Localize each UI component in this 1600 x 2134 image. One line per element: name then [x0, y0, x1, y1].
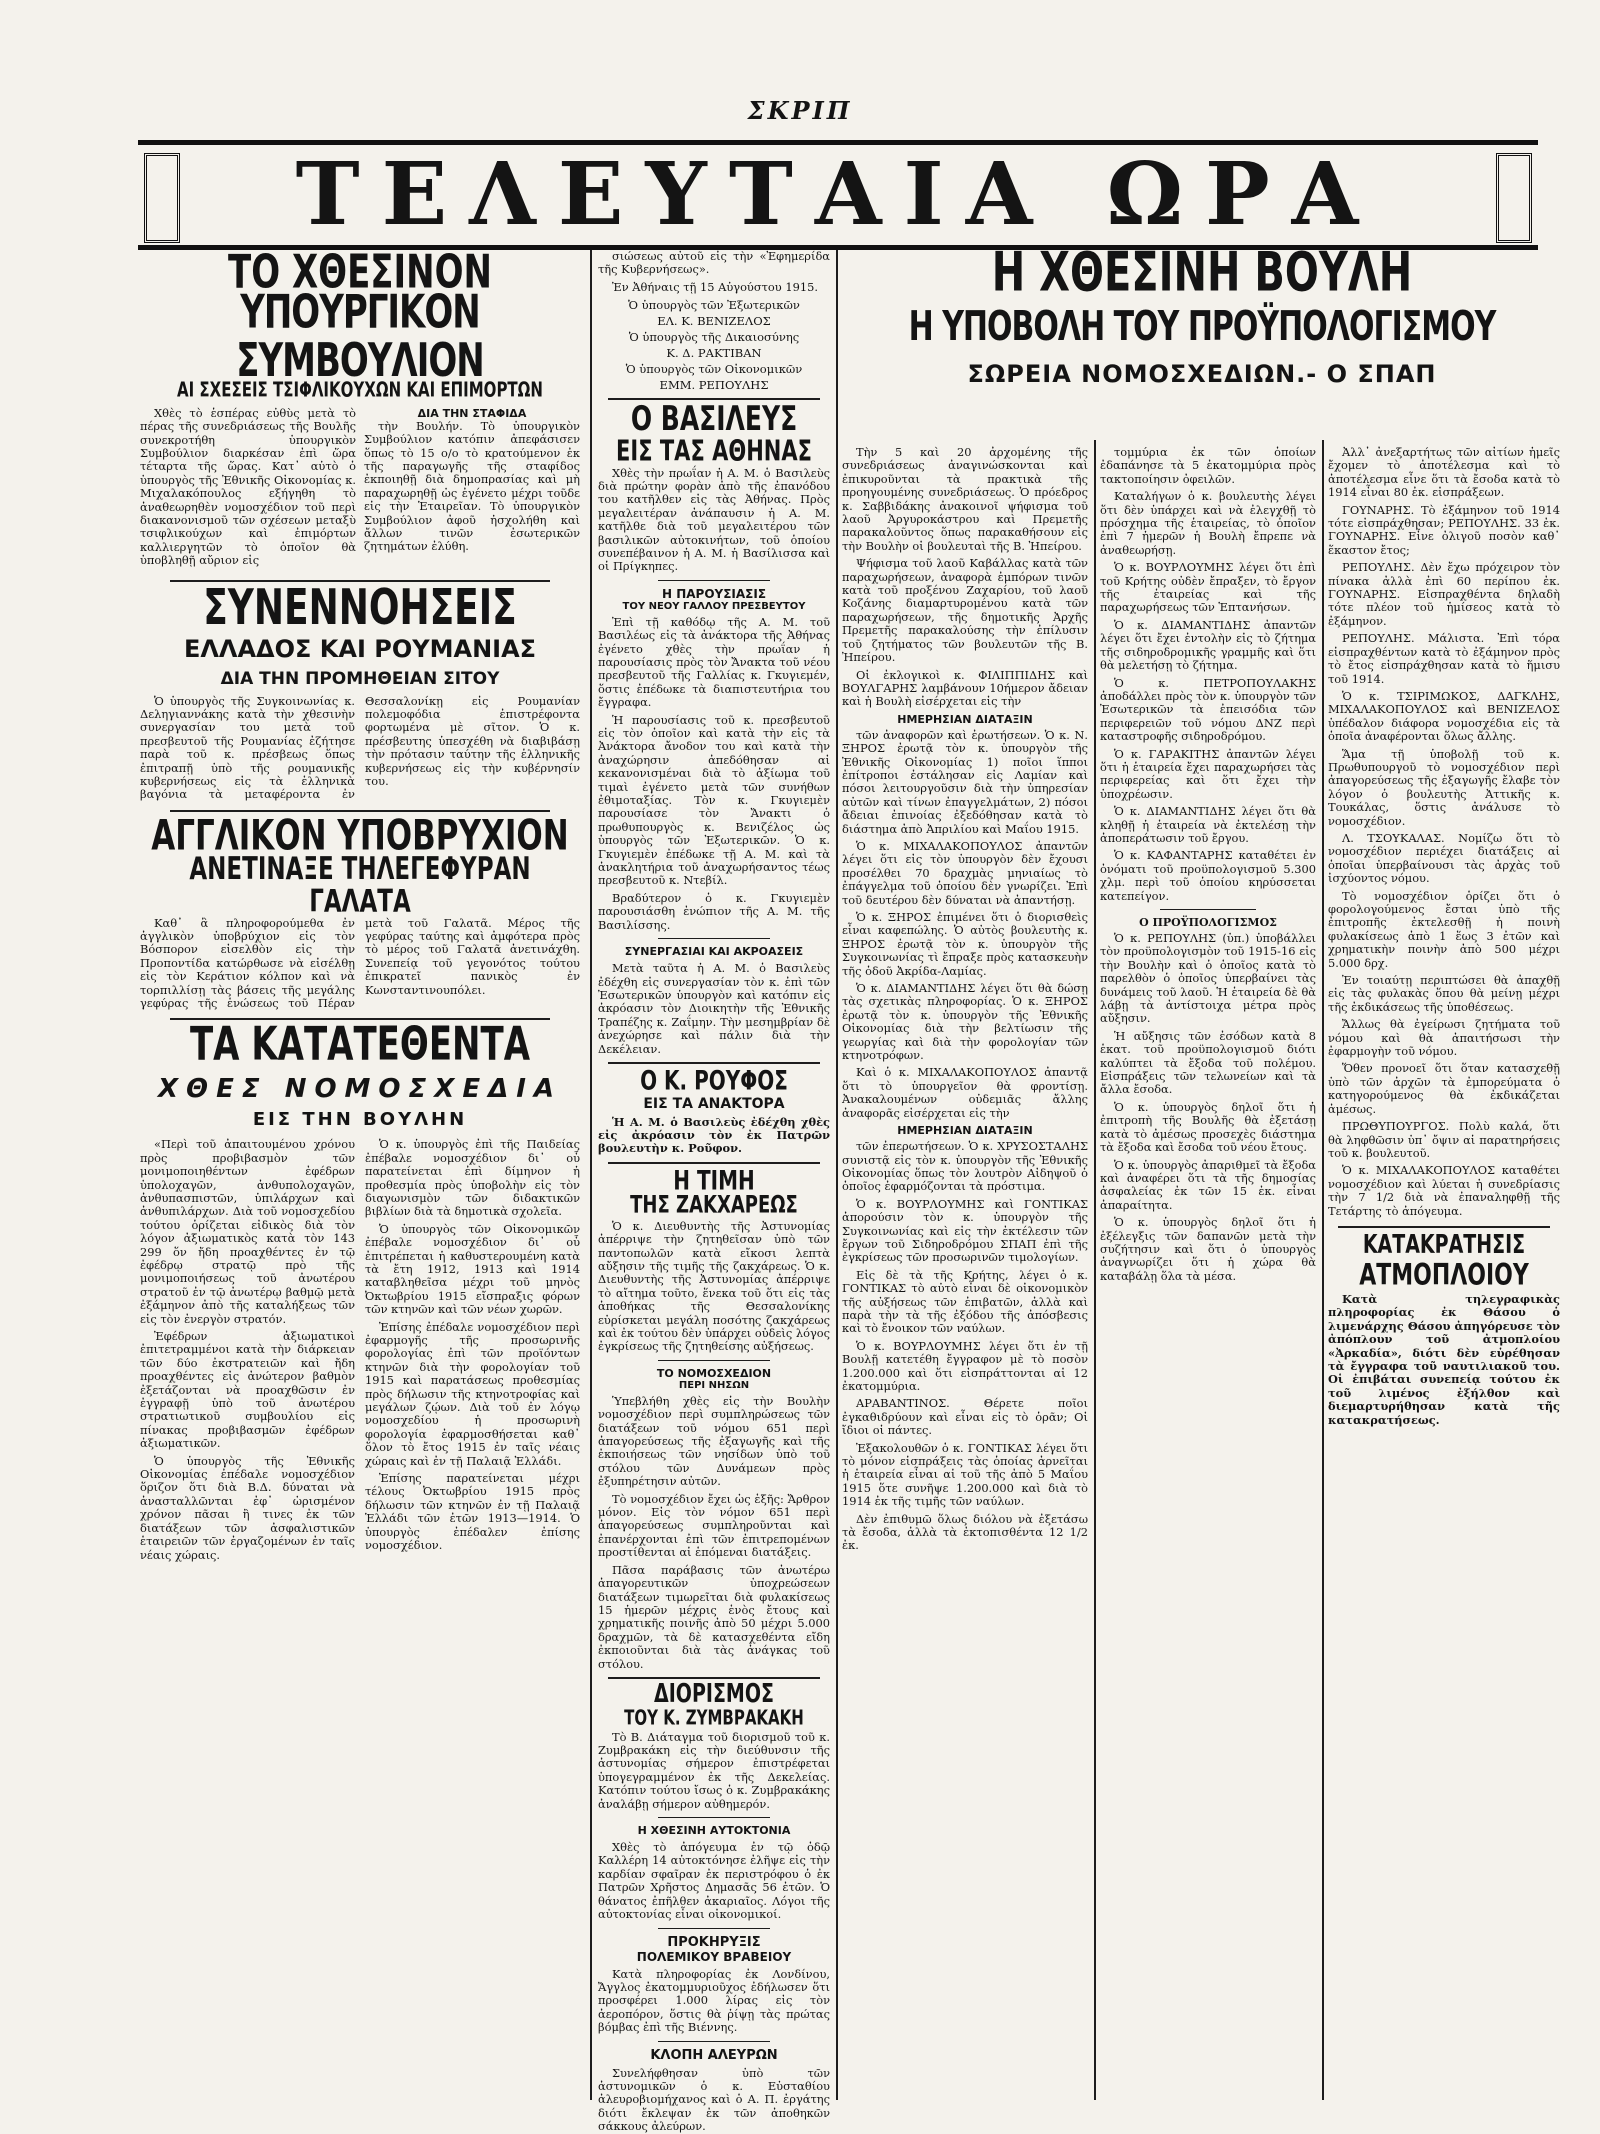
subheadline: ΤΟΥ Κ. ΖΥΜΒΡΑΚΑΚΗ: [624, 1705, 804, 1730]
article-paragraph: Πᾶσα παράβασις τῶν ἀνωτέρω ἀπαγορευτικῶν ὑποχρεώσεων διατάξεων τιμωρεῖται διὰ φυλακίσεως 15 ἡμερῶν μέχρις ἑνὸς ἔτους καὶ χρηματικῆς ποινῆς ἀπὸ 50 μέχρι 5.000 δραχμῶν, τὰ δὲ κατασχεθέντα εἴδη ἐκποιοῦνται διὰ τὰς ἀνάγκας τοῦ στόλου.: [598, 1562, 830, 1671]
headline: ΑΤΜΟΠΛΟΙΟΥ: [1359, 1258, 1529, 1293]
article-paragraph: Ὁ κ. ΜΙΧΑΛΑΚΟΠΟΥΛΟΣ ἀπαντῶν λέγει ὅτι εἰς τὸν ὑπουργὸν δὲν ἔχουσι προσέλθει 70 δραχμὰς μηνιαίως τὸ ἐπάγγελμα τοῦ ὁποίου δὲν γνωρίζει. Ἐπὶ τοῦ δευτέρου δὲν δύναται νὰ ἀπαντήσῃ.: [842, 838, 1088, 907]
signature-title: Ὁ ὑπουργὸς τῆς Δικαιοσύνης: [628, 330, 800, 345]
article-paragraph: Τὸ Β. Διάταγμα τοῦ διορισμοῦ τοῦ κ. Ζυμβρακάκη εἰς τὴν διεύθυνσιν τῆς ἀστυνομίας σήμερον ἐπιστρέφεται ὑπογεγραμμένον ἐκ τῆς Δεκελείας. Κατόπιν τούτου ἴσως ὁ κ. Ζυμβρακάκης ἀναλάβῃ σήμερον αὐθημερόν.: [598, 1729, 830, 1811]
banner-title: ΤΕΛΕΥΤΑΙΑ ΩΡΑ: [295, 144, 1381, 245]
headline: ΤΑ ΚΑΤΑΤΕΘΕΝΤΑ: [189, 1018, 531, 1073]
column-rule: [836, 250, 838, 2100]
article-paragraph: ΡΕΠΟΥΛΗΣ. Μάλιστα. Ἐπὶ τόρα εἰσπραχθέντων κατὰ τὸ ἐξάμηνον πρὸς τὸ ἔτος εἰσπράχθησαν κατὰ τὸ ἥμισυ τοῦ 1914.: [1328, 631, 1560, 686]
article-paragraph: τομμύρια ἐκ τῶν ὁποίων ἐδαπάνησε τὰ 5 ἐκατομμύρια πρὸς τακτοποίησιν ὀφειλῶν.: [1100, 445, 1316, 486]
article-paragraph: τῶν ἐπερωτήσεων. Ὁ κ. ΧΡΥΣΟΣΤΑΛΗΣ συνιστᾷ εἰς τὸν κ. ὑπουργὸν τῆς Ἐθνικῆς Οἰκονομίας ὅπως τὸν λουτρὸν Αἰδηψοῦ ὁ ὁποῖος ἐφαρμόζονται τὰ πρόστιμα.: [842, 1139, 1088, 1194]
article-paragraph: Ὁ κ. ΔΙΑΜΑΝΤΙΔΗΣ ἀπαντῶν λέγει ὅτι ἔχει ἐντολὴν εἰς τὸ ζήτημα τῆς σιδηροδρομικῆς γραμμῆς καὶ ὅτι θὰ μελετήσῃ τὸ ζήτημα.: [1100, 617, 1316, 673]
divider: [1338, 1226, 1550, 1228]
headline: ΔΙΟΡΙΣΜΟΣ: [654, 1678, 774, 1709]
article-paragraph: Τὸ νομοσχέδιον ἔχει ὡς ἑξῆς: Ἄρθρον μόνον. Εἰς τὸν νόμον 651 περὶ ἀπαγορεύσεως συμπληροῦνται καὶ ἐπανέρχονται ἐπὶ τῶν ἐπιτρεπομένων προστίθενται αἱ ἑπόμεναι διατάξεις.: [598, 1491, 830, 1560]
article-paragraph: Ὁ κ. ΒΟΥΡΛΟΥΜΗΣ καὶ ΓΟΝΤΙΚΑΣ ἀπορούσιν τὸν κ. ὑπουργὸν τῆς Συγκοινωνίας καὶ εἰς τὴν ἐκτέλεσιν τῶν ἔργων τοῦ Σιδηροδρόμου ΣΠΑΠ ἐπὶ τῆς ἐγκρίσεως τῶν προσωρινῶν τιμολογίων.: [842, 1196, 1088, 1265]
section-banner: [138, 140, 1538, 250]
headline: Ο Κ. ΡΟΥΦΟΣ: [640, 1063, 788, 1096]
divider: [658, 938, 770, 939]
article-paragraph: Χθὲς τὴν πρωΐαν ἡ Α. Μ. ὁ Βασιλεὺς διὰ πρώτην φορὰν ἀπὸ τῆς ἐπανόδου του κατῆλθεν εἰς τὰς Ἀθήνας. Πρὸς μεγαλειτέραν ἀνάπαυσιν ἡ Α. Μ. κατῆλθε διὰ τοῦ μεγαλειτέρου τῶν βασιλικῶν αὐτοκινήτων, τοῦ ὁποίου συνεπέβαινον ἡ Α. Μ. ἡ Βασίλισσα καὶ οἱ Πρίγκηπες.: [598, 465, 830, 574]
article-paragraph: ΠΡΩΘΥΠΟΥΡΓΟΣ. Πολὺ καλά, ὅτι θὰ ληφθῶσιν ὑπ᾽ ὄψιν αἱ παρατηρήσεις τοῦ κ. βουλευτοῦ.: [1328, 1119, 1560, 1160]
subheadline: ΑΙ ΣΧΕΣΕΙΣ ΤΣΙΦΛΙΚΟΥΧΩΝ ΚΑΙ ΕΠΙΜΟΡΤΩΝ: [177, 377, 543, 402]
banner-ornament-left: [144, 153, 180, 243]
article-paragraph: ΓΟΥΝΑΡΗΣ. Τὸ ἐξάμηνον τοῦ 1914 τότε εἰσπράχθησαν; ΡΕΠΟΥΛΗΣ. 33 ἐκ. ΓΟΥΝΑΡΗΣ. Εἶνε ὀλιγοῦ ποσὸν καθ᾽ ἕκαστον ἔτος;: [1328, 502, 1560, 557]
divider: [658, 1928, 770, 1929]
signature-title: Ὁ ὑπουργὸς τῶν Ἐξωτερικῶν: [628, 298, 800, 313]
article-paragraph: Καταλήγων ὁ κ. βουλευτὴς λέγει ὅτι δὲν ὑπάρχει καὶ νὰ ἐλεγχθῇ τὸ πρόσχημα τῆς ἑταιρείας, τὸ ὁποῖον ἐπὶ 7 ἡμερῶν ἡ Βουλὴ ἔπρεπε νὰ ἀναθεωρήσῃ.: [1100, 489, 1316, 557]
article-paragraph: Ἐπίσης ἐπέδαλε νομοσχέδιον περὶ ἐφαρμογῆς τῆς προσωρινῆς φορολογίας ἐπὶ τῶν προϊόντων κτηνῶν διὰ τὴν φορολογίαν τοῦ 1915 καὶ παρατάσεως προθεσμίας πρὸς δήλωσιν τῆς κτηνοτροφίας καὶ μεγάλων ζῴων. Διὰ τοῦ ἐν λόγῳ νομοσχεδίου ἡ προσωρινὴ φορολογία ἐφαρμοσθήσεται καθ᾽ ὅλον τὸ ἔτος 1915 ἐν ταῖς νέαις χώραις καὶ ἐν τῇ Παλαιᾷ Ἑλλάδι.: [365, 1319, 580, 1468]
article-paragraph: Ὁ κ. ΒΟΥΡΛΟΥΜΗΣ λέγει ὅτι ἐπὶ τοῦ Κρήτης οὐδὲν ἔπραξεν, τὸ ἔργον τῆς ἑταιρείας καὶ τῆς παραχωρήσεως τῶν Ἑπτανήσων.: [1100, 560, 1316, 615]
dateline: Ἐν Ἀθήναις τῇ 15 Αὐγούστου 1915.: [612, 279, 818, 294]
article-paragraph: Εἰς δὲ τὰ τῆς Κρήτης, λέγει ὁ κ. ΓΟΝΤΙΚΑΣ τὸ αὐτὸ εἶναι δὲ οἰκονομικὸν τῆς αὐξήσεως τῶν ἐπιβατῶν, ἀλλὰ καὶ παρὰ τὴν τὰ τῆς ἐξόδου τῆς ἀπόσβεσις καὶ τὸ ἔνοικον τῶν ναύλων.: [842, 1267, 1088, 1336]
article-paragraph: Ὁ ὑπουργὸς τῶν Οἰκονομικῶν ἐπέβαλε νομοσχέδιον δι᾽ οὗ ἐπιτρέπεται ἡ καθυστερουμένη κατὰ τὰ ἔτη 1912, 1913 καὶ 1914 καταβληθεῖσα μέχρι τοῦ μηνὸς Ὀκτωβρίου 1915 εἴσπραξις φόρων τῶν κτηνῶν καὶ τῶν νέων χωρῶν.: [365, 1221, 580, 1317]
article-paragraph: Ὁ κ. ΜΙΧΑΛΑΚΟΠΟΥΛΟΣ καταθέτει νομοσχέδιον καὶ λύεται ἡ συνεδρίασις τὴν 7 1/2 διὰ νὰ ἐπαναληφθῇ τῆς Τετάρτης τὸ ἀπόγευμα.: [1328, 1163, 1560, 1218]
column-1: [140, 245, 580, 2105]
article-paragraph: «Περὶ τοῦ ἀπαιτουμένου χρόνου πρὸς προβιβασμὸν τῶν μονιμοποιηθέντων ἐφέδρων ὑπολοχαγῶν, ἀνθυπολοχαγῶν, ἀνθυπασπιστῶν, ὑπιλάρχων καὶ ἀνθυπιλάρχων. Διὰ τοῦ νομοσχεδίου τούτου ὁρίζεται εἰδικὸς διὰ τὸν λόγον ἀξιωματικὸς κατὰ τὸν 143 299 ὅν ἤδη προαχθέντες ἐν τῷ ἐφέδρῳ στρατῷ πρὸ τῆς μονιμοποιήσεως τοῦ ἀνωτέρου στρατοῦ ἐν τῷ ἀνωτέρῳ βαθμῷ μετὰ ἐξάμηνον ἀπὸ τῆς καταλήξεως τῶν εἰς τὸν ἐνεργὸν στρατόν.: [140, 1137, 355, 1326]
column-2: [598, 249, 830, 2134]
article-paragraph: Συνελήφθησαν ὑπὸ τῶν ἀστυνομικῶν ὁ κ. Εὐσταθίου ἀλευροβιομήχανος καὶ ὁ Α. Π. ἐργάτης διότι ἔκλεψαν ἐκ τῶν ἀποθηκῶν σάκκους ἀλεύρων.: [598, 2065, 830, 2134]
subheadline: ΠΟΛΕΜΙΚΟΥ ΒΡΑΒΕΙΟΥ: [636, 1949, 792, 1964]
divider: [658, 1360, 770, 1361]
divider: [658, 1817, 770, 1818]
article-paragraph: Κατὰ τηλεγραφικὰς πληροφορίας ἐκ Θάσου ὁ λιμενάρχης Θάσου ἀπηγόρευσε τὸν ἀπόπλουν τοῦ ἀτμοπλοίου «Ἀρκαδία», διότι δὲν εὑρέθησαν τὰ ἔγγραφα τοῦ ναυτιλιακοῦ του. Οἱ ἐπιβάται συνεπείᾳ τούτου ἐκ τοῦ λιμένος ἐξήλθον καὶ διεμαρτυρήθησαν κατὰ τῆς κατακρατήσεως.: [1328, 1291, 1560, 1427]
article-paragraph: Ὁ κ. ΞΗΡΟΣ ἐπιμένει ὅτι ὁ διορισθεὶς εἶναι καφεπώλης. Ὁ αὐτὸς βουλευτὴς κ. ΞΗΡΟΣ ἐρωτᾷ τὸν κ. ὑπουργὸν τῆς Συγκοινωνίας τὶ ἔπραξε πρὸς κατασκευὴν τῆς ὁδοῦ Ἀκρίδα-Λαμίας.: [842, 910, 1088, 978]
column-5: [1328, 446, 1560, 2106]
signature-name: ΕΜΜ. ΡΕΠΟΥΛΗΣ: [659, 378, 769, 393]
headline: ΤΟ ΧΘΕΣΙΝΟΝ: [228, 245, 492, 300]
headline: ΑΓΓΛΙΚΟΝ ΥΠΟΒΡΥΧΙΟΝ: [151, 811, 569, 860]
subheadline: Η ΧΘΕΣΙΝΗ ΑΥΤΟΚΤΟΝΙΑ: [637, 1824, 791, 1838]
article-paragraph: Ἐξακολουθῶν ὁ κ. ΓΟΝΤΙΚΑΣ λέγει ὅτι τὸ μόνον εἰσπράξεις τὰς ὁποίας ἀρνεῖται ἡ ἑταιρεία εἶναι αἱ τοῦ τῆς ἀπὸ 5 Μαΐου 1915 ὅτε συνῆψε 1.200.000 καὶ διὰ τὸ 1914 ἐκ τῆς τιμῆς τῶν ναύλων.: [842, 1440, 1088, 1509]
subheadline: ΣΩΡΕΙΑ ΝΟΜΟΣΧΕΔΙΩΝ.- Ο ΣΠΑΠ: [967, 359, 1437, 388]
article-paragraph: Ὁ ὑπουργὸς τῆς Συγκοινωνίας κ. Δεληγιαννάκης κατὰ τὴν χθεσινὴν συνεργασίαν του μετὰ τοῦ πρεσβευτοῦ τῆς Ρουμανίας ἐζήτησε παρὰ τοῦ κ. πρέσβεως ὅπως ἐπιτραπῇ ὑπὸ τῆς ρουμανικῆς κυβερνήσεως εἰς τὰ ἑλληνικὰ βαγόνια τὰ μεταφέροντα ἐν Θεσσαλονίκῃ εἰς Ρουμανίαν πολεμοφόδια ἐπιστρέφοντα φορτωμένα μὲ σῖτον. Ὁ κ. πρέσβευτης ὑπεσχέθη νὰ διαβιβάσῃ τὴν πρότασιν ταύτην τῆς ἑλληνικῆς κυβερνήσεως εἰς τὴν κυβέρνησίν του.: [140, 693, 580, 802]
article-paragraph: Ἐπὶ τῇ καθόδῳ τῆς Α. Μ. τοῦ Βασιλέως εἰς τὰ ἀνάκτορα τῆς Ἀθήνας ἐγένετο χθὲς τὴν πρωΐαν ἡ παρουσίασις πρὸς τὸν Ἄνακτα τοῦ νέου πρεσβευτοῦ τῆς Γαλλίας κ. Γκυγιεμέν, ὅστις ἐπέδωκε τὰ διαπιστευτήρια του ἔγγραφα.: [598, 614, 830, 710]
column-3: [842, 446, 1088, 2106]
article-paragraph: Ἄλλως θὰ ἐγείρωσι ζητήματα τοῦ νόμου καὶ θὰ ἀπαιτήσωσι τὴν ἐφαρμογὴν τοῦ νόμου.: [1328, 1017, 1560, 1059]
headline: ΑΝΕΤΙΝΑΞΕ ΤΗΛΕΓΕΦΥΡΑΝ ΓΑΛΑΤΑ: [189, 852, 531, 921]
article-paragraph: Λ. ΤΣΟΥΚΑΛΑΣ. Νομίζω ὅτι τὸ νομοσχέδιον περιέχει διατάξεις αἱ ὁποῖαι ὑπερβαίνουσι τὰς ἀρχὰς τοῦ ἰσχύοντος νόμου.: [1328, 830, 1560, 886]
subheadline: ΕΙΣ ΤΗΝ ΒΟΥΛΗΝ: [252, 1109, 468, 1131]
column-rule: [590, 250, 592, 2100]
banner-ornament-right: [1496, 153, 1532, 243]
signature-name: Κ. Δ. ΡΑΚΤΙΒΑΝ: [666, 346, 762, 361]
article-paragraph: Ὁ κ. ὑπουργὸς ἀπαριθμεῖ τὰ ἔξοδα καὶ ἀναφέρει ὅτι τὰ τῆς δημοσίας ἀσφαλείας ἐκ τῶν 15 ἐκ. εἶναι ἀπαραίτητα.: [1100, 1157, 1316, 1212]
subheadline: ΣΥΝΕΡΓΑΣΙΑΙ ΚΑΙ ΑΚΡΟΑΣΕΙΣ: [624, 945, 804, 959]
subheadline: ΕΙΣ ΤΑ ΑΝΑΚΤΟΡΑ: [643, 1095, 785, 1112]
headline: ΤΗΣ ΖΑΚΧΑΡΕΩΣ: [630, 1190, 798, 1220]
article-paragraph: Ψήφισμα τοῦ λαοῦ Καβάλλας κατὰ τῶν παραχωρήσεων, ἀναφορὰ ἐμπόρων τινῶν κατὰ τοῦ προξένου Ζαχαρίου, τοῦ λαοῦ Κοζάνης διαμαρτυρομένου κατὰ τῶν παραχωρήσεων, τῆς δημοτικῆς Ἀρχῆς Πρεμετῆς παρακαλούσης τὴν ἐπίλυσιν τοῦ ζητήματος τῶν βουλευτῶν τῆς Β. Ἠπείρου.: [842, 556, 1088, 665]
article-paragraph: Ὁ κ. ΔΙΑΜΑΝΤΙΔΗΣ λέγει ὅτι θὰ δώσῃ τὰς σχετικὰς πληροφορίας. Ὁ κ. ΞΗΡΟΣ ἐρωτᾷ τὸν κ. ὑπουργὸν τῆς Ἐθνικῆς Οἰκονομίας διὰ τὴν βελτίωσιν τῆς γεωργίας καὶ διὰ τὴν φορολογίαν τῶν κτηνοτρόφων.: [842, 981, 1088, 1063]
article-paragraph: Δὲν ἐπιθυμῶ ὅλως διόλου νὰ ἐξετάσω τὰ ἔσοδα, ἀλλὰ τὰ ἐκτοπισθέντα 12 1/2 ἐκ.: [842, 1511, 1088, 1553]
article-paragraph: Ἐπίσης παρατείνεται μέχρι τέλους Ὀκτωβρίου 1915 πρὸς δήλωσιν τῶν κτηνῶν ἐν τῇ Παλαιᾷ Ἑλλάδι τῶν ἐτῶν 1913—1914. Ὁ ὑπουργὸς ἐπέδαλεν ἐπίσης νομοσχέδιον.: [365, 1471, 580, 1553]
subheadline: ΤΟ ΝΟΜΟΣΧΕΔΙΟΝ: [656, 1366, 772, 1380]
article-paragraph: Ἐν τοιαύτῃ περιπτώσει θὰ ἀπαχθῇ εἰς τὰς φυλακὰς ὅπου θὰ μείνῃ μέχρι τῆς ἐκδικάσεως τῆς ὑποθέσεως.: [1328, 973, 1560, 1014]
subheadline: ΗΜΕΡΗΣΙΑΝ ΔΙΑΤΑΞΙΝ: [897, 1124, 1033, 1138]
subheadline: ΠΡΟΚΗΡΥΞΙΣ: [667, 1934, 761, 1950]
article-paragraph: Ὁ κ. ΤΣΙΡΙΜΩΚΟΣ, ΔΑΓΚΛΗΣ, ΜΙΧΑΛΑΚΟΠΟΥΛΟΣ καὶ ΒΕΝΙΖΕΛΟΣ ὑπέδαλον διάφορα νομοσχέδια εἰς τὰ ὁποῖα ἀναφέρονται ὅλως ἄλλης.: [1328, 688, 1560, 744]
article-paragraph: Καθ᾽ ἃ πληροφορούμεθα ἐν ἀγγλικὸν ὑποβρύχιον εἰς τὸν Βόσπορον εἰσελθὸν εἰς τὴν Προποντίδα κατώρθωσε νὰ εἰσέλθῃ εἰς τὸν Κεράτιον κόλπον καὶ νὰ τορπιλλίσῃ τὰς βάσεις τῆς μεγάλης γεφύρας τῆς ἑνώσεως τοῦ Πέραν μετὰ τοῦ Γαλατᾶ. Μέρος τῆς γεφύρας ταύτης καὶ ἀμφότερα πρὸς τὸ μέρος τοῦ Γαλατᾶ ἀνετινάχθη. Συνεπείᾳ τοῦ γεγονότος τούτου ἐπικρατεῖ πανικὸς ἐν Κωνσταντινουπόλει.: [140, 915, 580, 1011]
column-rule: [1094, 440, 1096, 2100]
subheadline: ΔΙΑ ΤΗΝ ΠΡΟΜΗΘΕΙΑΝ ΣΙΤΟΥ: [220, 668, 500, 689]
article-paragraph: τῶν ἀναφορῶν καὶ ἐρωτήσεων. Ὁ κ. Ν. ΞΗΡΟΣ ἐρωτᾷ τὸν κ. ὑπουργὸν τῆς Ἐθνικῆς Οἰκονομίας 1) ποῖοι ἵπποι ἐπίτροποι ἐστάλησαν εἰς Λαμίαν καὶ πόσοι λειτουργοῦσιν διὰ τὴν ὑπηρεσίαν αὐτῶν καὶ τίνων ἐπαγγελμάτων, 2) πόσοι ἄδειαι ἐπινοίας ἐξεδόθησαν κατὰ τὸ διάστημα ἀπὸ Ἀπριλίου καὶ Μαΐου 1915.: [842, 727, 1088, 836]
article-paragraph: Καὶ ὁ κ. ΜΙΧΑΛΑΚΟΠΟΥΛΟΣ ἀπαντᾷ ὅτι τὸ ὑπουργεῖον θὰ φροντίσῃ. Ἀνακαλουμένων οὐδεμιᾶς ἄλλης ἀναφορᾶς εἰσέρχεται εἰς τὴν: [842, 1065, 1088, 1120]
article-paragraph: τὴν Βουλήν. Τὸ ὑπουργικὸν Συμβούλιον κατόπιν ἀπεφάσισεν ὅπως τὸ 15 ο/ο τὸ κρατούμενον ἐκ τῆς παραγωγῆς τῆς σταφίδος ἐκποιηθῇ διὰ δημοπρασίας καὶ μὴ παραχωρηθῇ ὡς ἐγένετο μέχρι τοῦδε εἰς τὴν Ἑταιρεῖαν. Τὸ ὑπουργικὸν Συμβούλιον ἀφοῦ ἠσχολήθη καὶ ἄλλων τινῶν ἐσωτερικῶν ζητημάτων ἐλύθη.: [364, 418, 580, 554]
article-paragraph: Μετὰ ταῦτα ἡ Α. Μ. ὁ Βασιλεὺς ἐδέχθη εἰς συνεργασίαν τὸν κ. ἐπὶ τῶν Ἐσωτερικῶν ὑπουργὸν καὶ κατόπιν εἰς ἀκρόασιν τὸν Διοικητὴν τῆς Ἐθνικῆς Τραπέζης κ. Ζαΐμην. Τὴν μεσημβρίαν δὲ ἀνεχώρησε καὶ πάλιν διὰ τὴν Δεκέλειαν.: [598, 961, 830, 1056]
article-paragraph: Ὅθεν προνοεῖ ὅτι ὅταν κατασχεθῇ ὑπὸ τῶν ἀρχῶν τὰ ἐμπορεύματα ὁ κατηγορούμενος θὰ ἐκδικάζεται ἀμέσως.: [1328, 1061, 1560, 1116]
divider: [658, 2041, 770, 2042]
article-paragraph: Τὴν 5 καὶ 20 ἀρχομένης τῆς συνεδριάσεως ἀναγινώσκονται καὶ ἐπικυροῦνται τὰ πρακτικὰ τῆς προηγουμένης συνεδριάσεως. Ὁ πρόεδρος κ. Σαββιδάκης ἀνακοινοῖ ψήφισμα τοῦ λαοῦ Ἀργυροκάστρου καὶ Πρεμετῆς παρακαλοῦντος ὅπως παρακαθήσουν εἰς τὴν Βουλὴν οἱ βουλευταὶ τῆς Β. Ἠπείρου.: [842, 445, 1088, 553]
subheadline: ΠΕΡΙ ΝΗΣΩΝ: [678, 1379, 750, 1391]
subheadline: ΚΛΟΠΗ ΑΛΕΥΡΩΝ: [650, 2047, 778, 2063]
article-paragraph: Χθὲς τὸ ἑσπέρας εὐθὺς μετὰ τὸ πέρας τῆς συνεδριάσεως τῆς Βουλῆς συνεκροτήθη ὑπουργικὸν Συμβούλιον διαρκέσαν ἐπὶ ὥρα τέταρτα τῆς ὥρας. Κατ᾽ αὐτὸ ὁ ὑπουργὸς τῆς Ἐθνικῆς Οἰκονομίας κ. Μιχαλακόπουλος εξήγηθη τὸ ἀναθεωρηθὲν νομοσχέδιον τοῦ περὶ διακανονισμοῦ τῶν σχέσεων μεταξὺ τσιφλικούχων καὶ ἐπιμόρτων καλλιεργητῶν τὸ ὁποῖον θὰ ὑποβληθῇ αὔριον εἰς: [140, 405, 356, 568]
article-paragraph: Ὁ ὑπουργὸς τῆς Ἐθνικῆς Οἰκονομίας ἐπέδαλε νομοσχέδιον ὅριζον ὅτι διὰ Β.Δ. δύναται νὰ ἀνασταλλῶνται ἐφ᾽ ὡρισμένον χρόνον πᾶσαι ἢ τινες ἐκ τῶν διατάξεων τῶν ἀσφαλιστικῶν ἑταιρειῶν τῶν ἐργαζομένων ἐν ταῖς νέαις χώραις.: [140, 1453, 355, 1562]
article-paragraph: Ὁ κ. ΡΕΠΟΥΛΗΣ (ὑπ.) ὑποβάλλει τὸν προϋπολογισμὸν τοῦ 1915-16 εἰς τὴν Βουλὴν καὶ ὁ ὁποῖος κατὰ τὸ παρελθὸν ὁ ὁποῖος ὑπερβαίνει τὰς δυνάμεις τοῦ λαοῦ. Ἡ ἑταιρεία δὲ θὰ λάβῃ τὰ ἀντίστοιχα μέτρα πρὸς αὔξησιν.: [1100, 931, 1316, 1026]
article-paragraph: Ὁ κ. ΚΑΦΑΝΤΑΡΗΣ καταθέτει ἐν ὀνόματι τοῦ προϋπολογισμοῦ 5.300 χλμ. περὶ τοῦ ὁποίου κηρύσσεται κατεπείγον.: [1100, 848, 1316, 903]
article-paragraph: Ὁ κ. ΠΕΤΡΟΠΟΥΛΑΚΗΣ ἀποδάλλει πρὸς τὸν κ. ὑπουργὸν τῶν Ἐσωτερικῶν τὰ ἐπεισόδια τῶν περιφερειῶν τοῦ νόμου ΔΝΖ περὶ καταστροφῆς σιδηροδρόμου.: [1100, 675, 1316, 744]
subheadline: ΔΙΑ ΤΗΝ ΣΤΑΦΙΔΑ: [417, 406, 527, 420]
subheadline: Ο ΠΡΟΫΠΟΛΟΓΙΣΜΟΣ: [1139, 916, 1277, 929]
article-paragraph: σιώσεως αὐτοῦ εἰς τὴν «Ἐφημερίδα τῆς Κυβερνήσεως».: [598, 249, 830, 277]
article-paragraph: Ἅμα τῇ ὑποβολῇ τοῦ κ. Πρωθυπουργοῦ τὸ νομοσχέδιον περὶ ἀπαγορεύσεως τῆς ἐξαγωγῆς ἔλαβε τὸν λόγον ὁ βουλευτὴς Ἀττικῆς κ. Τουκάλας, ὅστις ἀνάλυσε τὸ νομοσχέδιον.: [1328, 746, 1560, 828]
headline: Η ΥΠΟΒΟΛΗ ΤΟΥ ΠΡΟΫΠΟΛΟΓΙΣΜΟΥ: [908, 303, 1496, 352]
headline: ΧΘΕΣ ΝΟΜΟΣΧΕΔΙΑ: [157, 1074, 563, 1105]
subheadline: Η ΠΑΡΟΥΣΙΑΣΙΣ: [661, 586, 767, 601]
subheadline: ΗΜΕΡΗΣΙΑΝ ΔΙΑΤΑΞΙΝ: [897, 712, 1033, 726]
headline: ΕΛΛΑΔΟΣ ΚΑΙ ΡΟΥΜΑΝΙΑΣ: [183, 635, 537, 664]
bouli-headline-block: [842, 241, 1562, 438]
headline: Η ΧΘΕΣΙΝΗ ΒΟΥΛΗ: [991, 241, 1413, 305]
article-paragraph: Ὁ κ. ὑπουργὸς δηλοῖ ὅτι ἡ ἐξέλεγξις τῶν δαπανῶν μετὰ τὴν συζήτησιν καὶ ὅτι ὁ ὑπουργὸς ἀναγνωρίζει ὅτι ἡ χώρα θὰ καταβάλῃ ὅλα τὰ μέσα.: [1100, 1215, 1316, 1283]
headline: ΣΥΝΕΝΝΟΗΣΕΙΣ: [203, 580, 517, 636]
article-paragraph: Ὁ κ. ὑπουργὸς δηλοῖ ὅτι ἡ ἐπιτροπὴ τῆς Βουλῆς θὰ ἐξετάσῃ κατὰ τὸ ἀμέσως προσεχὲς διάστημα τὰ ἔξοδα καὶ ἔσοδα τοῦ νέου ἔτους.: [1100, 1099, 1316, 1155]
article-paragraph: Ὁ κ. ΓΑΡΑΚΙΤΗΣ ἀπαντῶν λέγει ὅτι ἡ ἑταιρεία ἔχει παραχωρήσει τὰς περιφερείας καὶ ὅτι ἔχει τὴν ὑποχρέωσιν.: [1100, 746, 1316, 801]
headline: ΚΑΤΑΚΡΑΤΗΣΙΣ: [1362, 1229, 1526, 1260]
divider: [1160, 909, 1256, 910]
headline: Η ΤΙΜΗ: [673, 1163, 755, 1196]
article-paragraph: ΑΡΑΒΑΝΤΙΝΟΣ. Θέρετε ποῖοι ἐγκαθιδρύουν καὶ εἶναι εἰς τὸ ὁρᾶν; Οἱ ἴδιοι οἱ πάντες.: [842, 1396, 1088, 1438]
article-paragraph: ΡΕΠΟΥΛΗΣ. Δὲν ἔχω πρόχειρον τὸν πίνακα ἀλλὰ ἐπὶ 60 περίπου ἐκ. ΓΟΥΝΑΡΗΣ. Εἰσπραχθέντα δηλαδὴ τότε πλέον τοῦ ἡμίσεος κατὰ τὸ ἐξάμηνον.: [1328, 560, 1560, 628]
publication-name: ΣΚΡΙΠ: [747, 96, 853, 125]
column-4: [1100, 446, 1316, 2106]
article-paragraph: Ὑπεβλήθη χθὲς εἰς τὴν Βουλὴν νομοσχέδιον περὶ συμπληρώσεως τῶν διατάξεων τοῦ νόμου 651 περὶ ἀπαγορεύσεως τῆς ἐξαγωγῆς καὶ τῆς ἐκποιήσεως τῶν νησίδων ὑπὸ τοῦ στόλου τῶν Δυνάμεων πρὸς ἐξυπηρέτησιν αὐτῶν.: [598, 1393, 830, 1489]
masthead: [0, 0, 1600, 125]
headline: Ο ΒΑΣΙΛΕΥΣ: [630, 398, 798, 439]
column-rule: [1322, 440, 1324, 2100]
article-paragraph: Ἡ παρουσίασις τοῦ κ. πρεσβευτοῦ εἰς τὸν ὁποῖον καὶ κατὰ τὴν εἰς τὰ Ἀνάκτορα ἄνοδον του καὶ κατὰ τὴν ἀναχώρησιν ἀπεδόθησαν αἱ κεκανονισμέναι διὰ τὸ ἀξίωμα τοῦ τιμαὶ ἐγένετο μετὰ τῶν συνήθων ἐθιμοταξίας. Τὸν κ. Γκυγιεμὲν παρουσίασε τὸν Ἄνακτι ὁ πρωθυπουργὸς κ. Βενιζέλος ὡς ὑπουργὸς τῶν Ἐξωτερικῶν. Ὁ κ. Γκυγιεμὲν ἐπέδωκε τῇ Α. Μ. καὶ τὰ ἀνακλητήρια τοῦ ἀναχωρήσαντος τέως πρεσβευτοῦ κ. Ντεβίλ.: [598, 712, 830, 888]
article-paragraph: Ὁ κ. ΒΟΥΡΛΟΥΜΗΣ λέγει ὅτι ἐν τῇ Βουλῇ κατετέθη ἔγγραφον μὲ τὸ ποσὸν 1.200.000 καὶ ὅτι εἰσπράττονται αἱ 12 ἐκατομμύρια.: [842, 1338, 1088, 1393]
headline: ΕΙΣ ΤΑΣ ΑΘΗΝΑΣ: [616, 435, 812, 468]
signature-name: ΕΛ. Κ. ΒΕΝΙΖΕΛΟΣ: [657, 314, 771, 329]
article-paragraph: Ὁ κ. Διευθυντὴς τῆς Ἀστυνομίας ἀπέρριψε τὴν ζητηθεῖσαν ὑπὸ τῶν παντοπωλῶν κατὰ εἴκοσι λεπτὰ αὔξησιν τῆς τιμῆς τῆς ζακχάρεως. Ὁ κ. Διευθυντὴς τῆς Ἀστυνομίας ἀπέρριψε τὸ αἴτημα τοῦτο, ἕνεκα τοῦ ὅτι εἰς τὰς ἀποθήκας τῆς Θεσσαλονίκης εὑρίσκεται μεγάλη ποσότης ζακχάρεως καὶ ἐκ τούτου δὲν ὑπάρχει οὐδεὶς λόγος ἐγκρίσεως τῆς ζητηθείσης αὐξήσεως.: [598, 1218, 830, 1354]
article-paragraph: Ὁ κ. ὑπουργὸς ἐπὶ τῆς Παιδείας ἐπέβαλε νομοσχέδιον δι᾽ οὗ παρατείνεται ἐπὶ δίμηνον ἡ προθεσμία πρὸς ὑποβολὴν εἰς τὸν διαγωνισμὸν τῶν διδακτικῶν βιβλίων διὰ τὰ δημοτικὰ σχολεῖα.: [365, 1137, 580, 1219]
article-paragraph: Ἡ Α. Μ. ὁ Βασιλεὺς ἐδέχθη χθὲς εἰς ἀκρόασιν τὸν ἐκ Πατρῶν βουλευτὴν κ. Ροῦφον.: [598, 1114, 830, 1156]
article-paragraph: Ἡ αὔξησις τῶν ἐσόδων κατὰ 8 ἑκατ. τοῦ προϋπολογισμοῦ διότι καλύπτει τὰ ἔξοδα τοῦ πολέμου. Εἰσπράξεις τῶν τελωνείων καὶ τὰ ἄλλα ἔσοδα.: [1100, 1028, 1316, 1097]
article-paragraph: Οἱ ἐκλογικοὶ κ. ΦΙΛΙΠΠΙΔΗΣ καὶ ΒΟΥΛΓΑΡΗΣ λαμβάνουν 10ήμερον ἄδειαν καὶ ἡ Βουλὴ εἰσέρχεται εἰς τὴν: [842, 667, 1088, 709]
headline: ΥΠΟΥΡΓΙΚΟΝ ΣΥΜΒΟΥΛΙΟΝ: [236, 285, 484, 388]
article-paragraph: Χθὲς τὸ ἀπόγευμα ἐν τῷ ὁδῷ Καλλέρη 14 αὐτοκτόνησε ἐλῆψε εἰς τὴν καρδίαν σφαῖραν ἐκ περιστρόφου ὁ ἐκ Πατρῶν Χρῆστος Δημασᾶς 56 ἐτῶν. Ὁ θάνατος ἐπῆλθεν ἀκαριαῖος. Λόγοι τῆς αὐτοκτονίας εἶναι οἰκονομικοί.: [598, 1840, 830, 1922]
divider: [658, 580, 770, 581]
signature-title: Ὁ ὑπουργὸς τῶν Οἰκονομικῶν: [625, 362, 803, 377]
article-paragraph: Τὸ νομοσχέδιον ὁρίζει ὅτι ὁ φορολογούμενος ἔσται ὑπὸ τῆς ἐπιτροπῆς ἐκτελεσθῇ ἡ ποινὴ φυλακίσεως ἀπὸ 1 ἕως 3 ἐτῶν καὶ χρηματικὴν ποινὴν ἀπὸ 500 μέχρι 5.000 δρχ.: [1328, 888, 1560, 970]
article-paragraph: Βραδύτερον ὁ κ. Γκυγιεμὲν παρουσιάσθη ἐνώπιον τῆς Α. Μ. τῆς Βασιλίσσης.: [598, 890, 830, 932]
article-paragraph: Ὁ κ. ΔΙΑΜΑΝΤΙΔΗΣ λέγει ὅτι θὰ κληθῇ ἡ ἑταιρεία νὰ ἐκτελέσῃ τὴν ἀποπεράτωσιν τοῦ ἔργου.: [1100, 804, 1316, 845]
article-paragraph: Κατὰ πληροφορίας ἐκ Λονδίνου, Ἄγγλος ἐκατομμυριοῦχος ἐδήλωσεν ὅτι προσφέρει 1.000 λίρας εἰς τὸν ἀεροπόρον, ὅστις θὰ ῥίψῃ τὰς πρώτας βόμβας ἐπὶ τῆς Βιέννης.: [598, 1966, 830, 2035]
subheadline: ΤΟΥ ΝΕΟΥ ΓΑΛΛΟΥ ΠΡΕΣΒΕΥΤΟΥ: [622, 600, 806, 612]
article-paragraph: Ἀλλ᾽ ἀνεξαρτήτως τῶν αἰτίων ἡμεῖς ἔχομεν τὸ ἀποτέλεσμα καὶ τὸ ἀποτέλεσμα εἶνε ὅτι τὰ ἔσοδα κατὰ τὸ 1914 εἶναι 80 ἐκ. εἰσπράξεων.: [1328, 445, 1560, 500]
article-paragraph: Ἐφέδρων ἀξιωματικοὶ ἐπιτετραμμένοι κατὰ τὴν διάρκειαν τῶν δύο ἐκστρατειῶν καὶ ἤδη προαχθέντες εἰς ἀνώτερον βαθμὸν ἐξετάζονται νὰ προαχθῶσιν ἐν ἐγγραφῇ ὑπὸ τοῦ ἀνωτέρου στρατιωτικοῦ συμβουλίου εἰς πίνακας προβιβασμῶν ἐφέδρων ἀξιωματικῶν.: [140, 1329, 355, 1451]
